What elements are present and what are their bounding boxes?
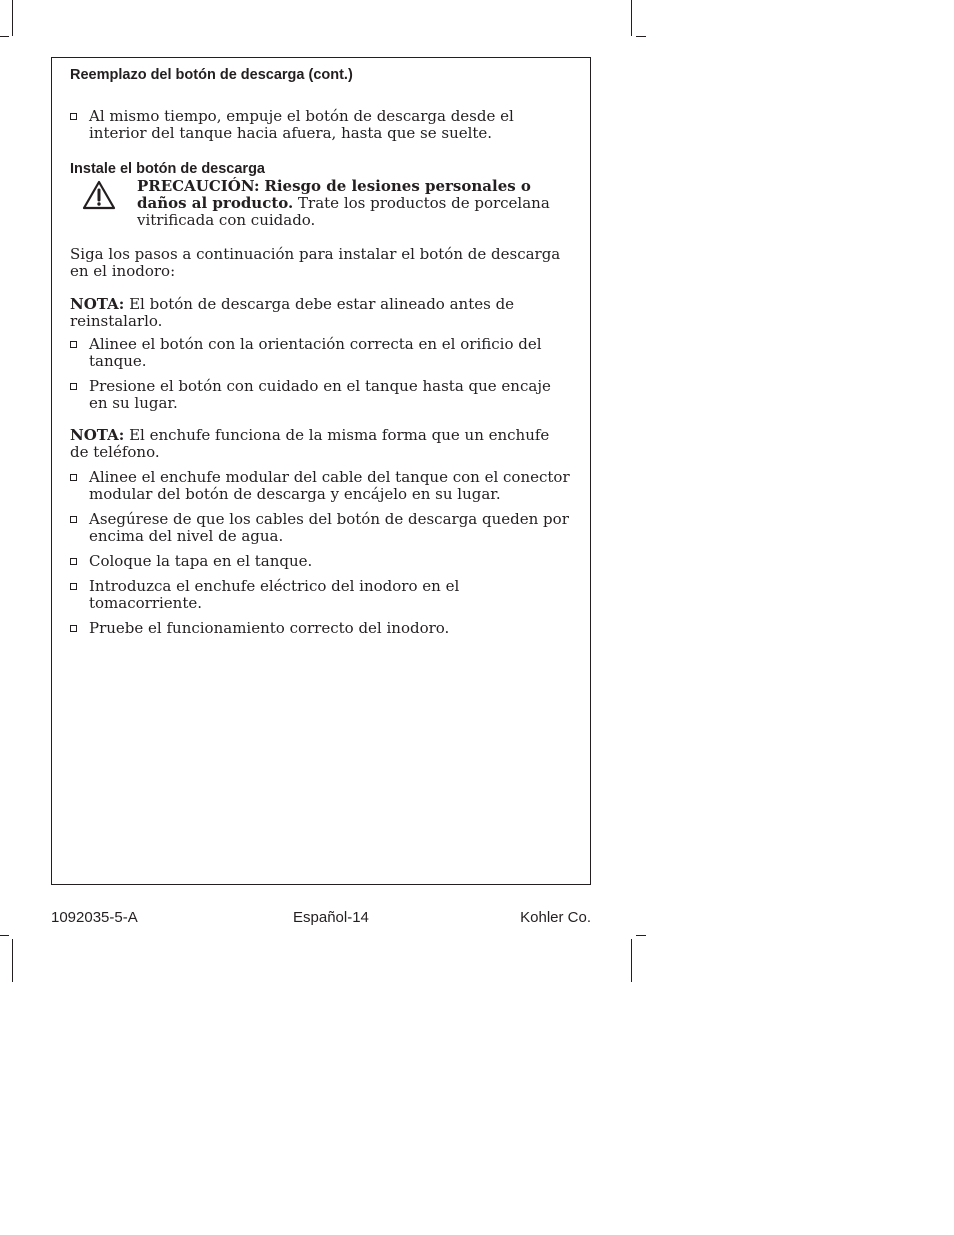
note [70, 427, 570, 461]
caution-block [70, 178, 570, 229]
note-text: El botón de descarga debe estar alineado antes de reinstalarlo. [70, 295, 515, 330]
list-item: Alinee el botón con la orientación correcta en el orificio del tanque. [70, 336, 570, 370]
note-text: El enchufe funciona de la misma forma que un enchufe de teléfono. [70, 426, 550, 461]
step-list [70, 336, 570, 412]
list-item: Coloque la tapa en el tanque. [70, 553, 570, 570]
steps-intro: Siga los pasos a continuación para instalar el botón de descarga en el inodoro: [70, 245, 561, 280]
list-item: Alinee el enchufe modular del cable del tanque con el conector modular del botón de descarga y encájelo en su lugar. [70, 469, 570, 503]
list-item: Pruebe el funcionamiento correcto del inodoro. [70, 620, 570, 637]
list-item: Introduzca el enchufe eléctrico del inodoro en el tomacorriente. [70, 578, 570, 612]
note-label: NOTA: [70, 295, 125, 313]
install-heading: Instale el botón de descarga [70, 161, 265, 177]
caution-text: Trate los productos de porcelana vitrificada con cuidado. [137, 194, 550, 229]
crop-mark [12, 939, 13, 982]
footer-company: Kohler Co. [520, 909, 591, 926]
note-label: NOTA: [70, 426, 125, 444]
list-item: Presione el botón con cuidado en el tanque hasta que encaje en su lugar. [70, 378, 570, 412]
crop-mark [0, 935, 9, 936]
crop-mark [631, 0, 632, 36]
checkbox-icon [70, 625, 77, 632]
checkbox-icon [70, 583, 77, 590]
checkbox-icon [70, 558, 77, 565]
crop-mark [636, 36, 646, 37]
section-heading: Reemplazo del botón de descarga (cont.) [70, 67, 353, 83]
caution-bold-text: Riesgo de lesiones personales o daños al producto. [137, 177, 531, 212]
checkbox-icon [70, 341, 77, 348]
warning-triangle-icon [82, 180, 116, 210]
caution-label: PRECAUCIÓN: [137, 177, 260, 195]
crop-mark [0, 36, 9, 37]
crop-mark [631, 939, 632, 982]
crop-mark [12, 0, 13, 36]
content-body [70, 67, 570, 637]
crop-mark [636, 935, 646, 936]
content-frame [51, 57, 591, 885]
checkbox-icon [70, 474, 77, 481]
footer-page-number: Español-14 [293, 909, 369, 926]
list-item: Asegúrese de que los cables del botón de descarga queden por encima del nivel de agua. [70, 511, 570, 545]
checkbox-icon [70, 516, 77, 523]
checkbox-icon [70, 113, 77, 120]
note [70, 296, 570, 330]
step-list [70, 469, 570, 637]
footer-document-number: 1092035-5-A [51, 909, 138, 926]
list-item: Al mismo tiempo, empuje el botón de descarga desde el interior del tanque hacia afuera, hasta que se suelte. [70, 108, 570, 142]
checkbox-icon [70, 383, 77, 390]
